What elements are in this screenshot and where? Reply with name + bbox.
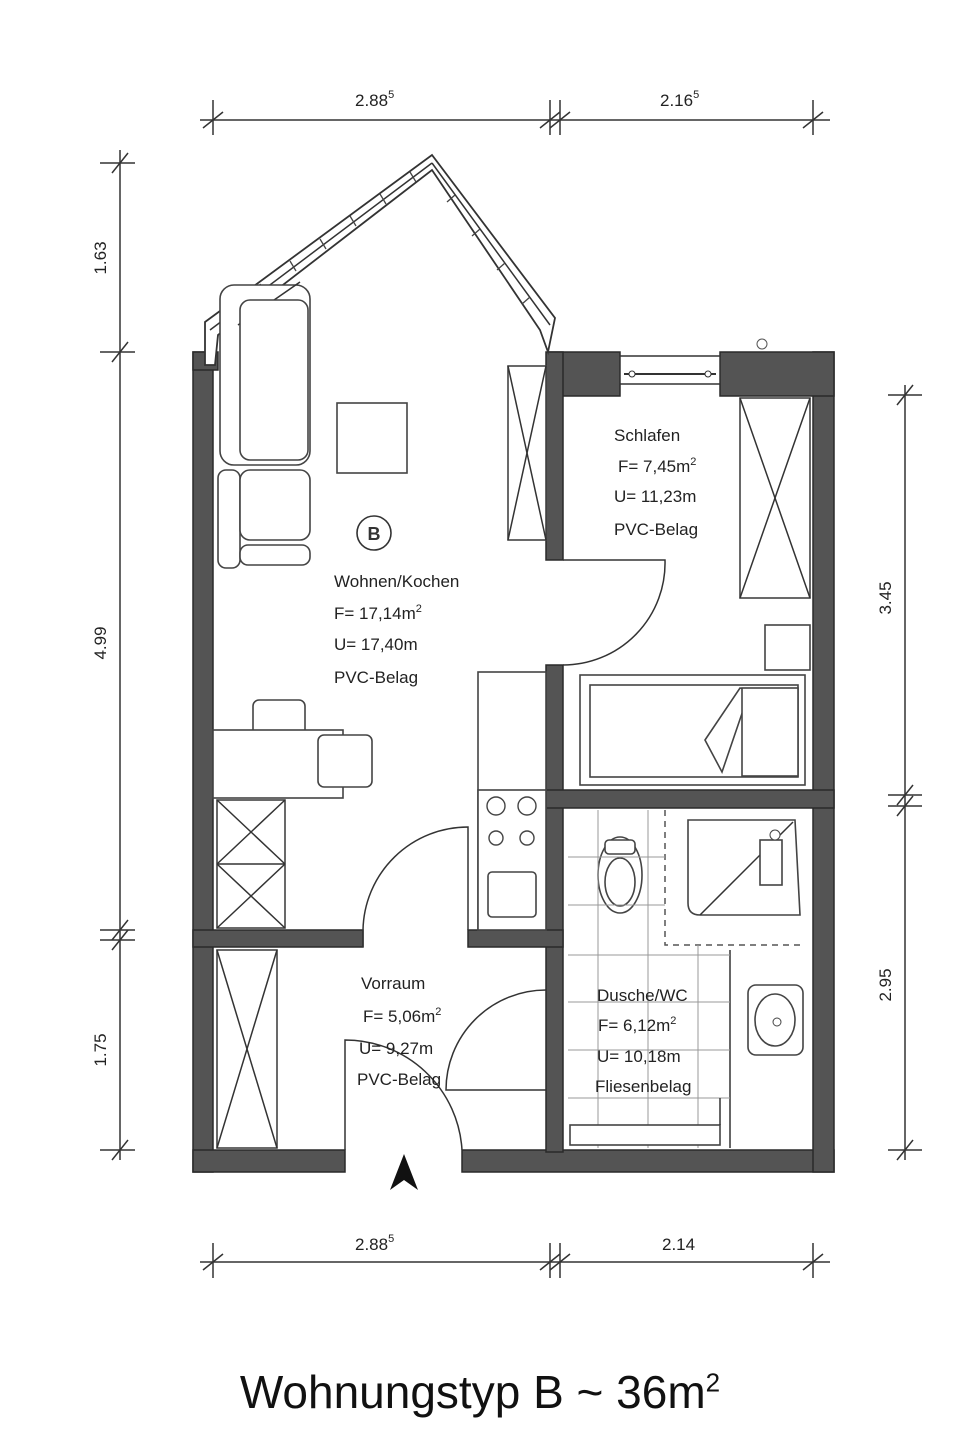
room-name: Dusche/WC bbox=[597, 986, 688, 1005]
room-floor: Fliesenbelag bbox=[595, 1077, 692, 1096]
room-area: $F= 17,14m^2$ bbox=[334, 603, 422, 623]
room-area: $F= 6,12m^2$ bbox=[598, 1015, 677, 1035]
dim-top-right: 2.16$^5$ bbox=[660, 89, 700, 110]
room-floor: PVC-Belag bbox=[614, 520, 699, 539]
dim-bottom-right: 2.14 bbox=[662, 1235, 696, 1254]
room-name: Schlafen bbox=[614, 426, 681, 445]
plan-title: Wohnungstyp B ~ $36m^2$ bbox=[239, 1366, 721, 1418]
dim-left-1: 1.63 bbox=[91, 241, 110, 275]
dim-left-3: 1.75 bbox=[91, 1033, 110, 1067]
room-floor: PVC-Belag bbox=[334, 668, 419, 687]
entrance-arrow-icon bbox=[390, 1154, 418, 1190]
room-label-wohnen bbox=[334, 516, 459, 687]
dim-left-2: 4.99 bbox=[91, 626, 110, 660]
badge: B bbox=[367, 524, 381, 544]
room-name: Vorraum bbox=[361, 974, 426, 993]
room-name: Wohnen/Kochen bbox=[334, 572, 460, 591]
room-perimeter: U= 11,23m bbox=[614, 487, 697, 506]
furniture bbox=[213, 282, 810, 1148]
room-floor: PVC-Belag bbox=[357, 1070, 442, 1089]
room-label-schlafen bbox=[614, 426, 698, 539]
room-label-vorraum bbox=[357, 974, 441, 1089]
dim-top-left: 2.88$^5$ bbox=[355, 89, 395, 110]
dim-right-1: 3.45 bbox=[876, 581, 895, 615]
room-area: $F= 7,45m^2$ bbox=[618, 456, 697, 476]
dim-bottom-left: 2.88$^5$ bbox=[355, 1233, 395, 1254]
room-perimeter: U= 17,40m bbox=[334, 635, 418, 654]
room-perimeter: U= 9,27m bbox=[359, 1039, 434, 1058]
room-area: $F= 5,06m^2$ bbox=[363, 1006, 442, 1026]
room-perimeter: U= 10,18m bbox=[597, 1047, 681, 1066]
dim-right-2: 2.95 bbox=[876, 968, 895, 1002]
room-label-dusche bbox=[595, 986, 691, 1096]
